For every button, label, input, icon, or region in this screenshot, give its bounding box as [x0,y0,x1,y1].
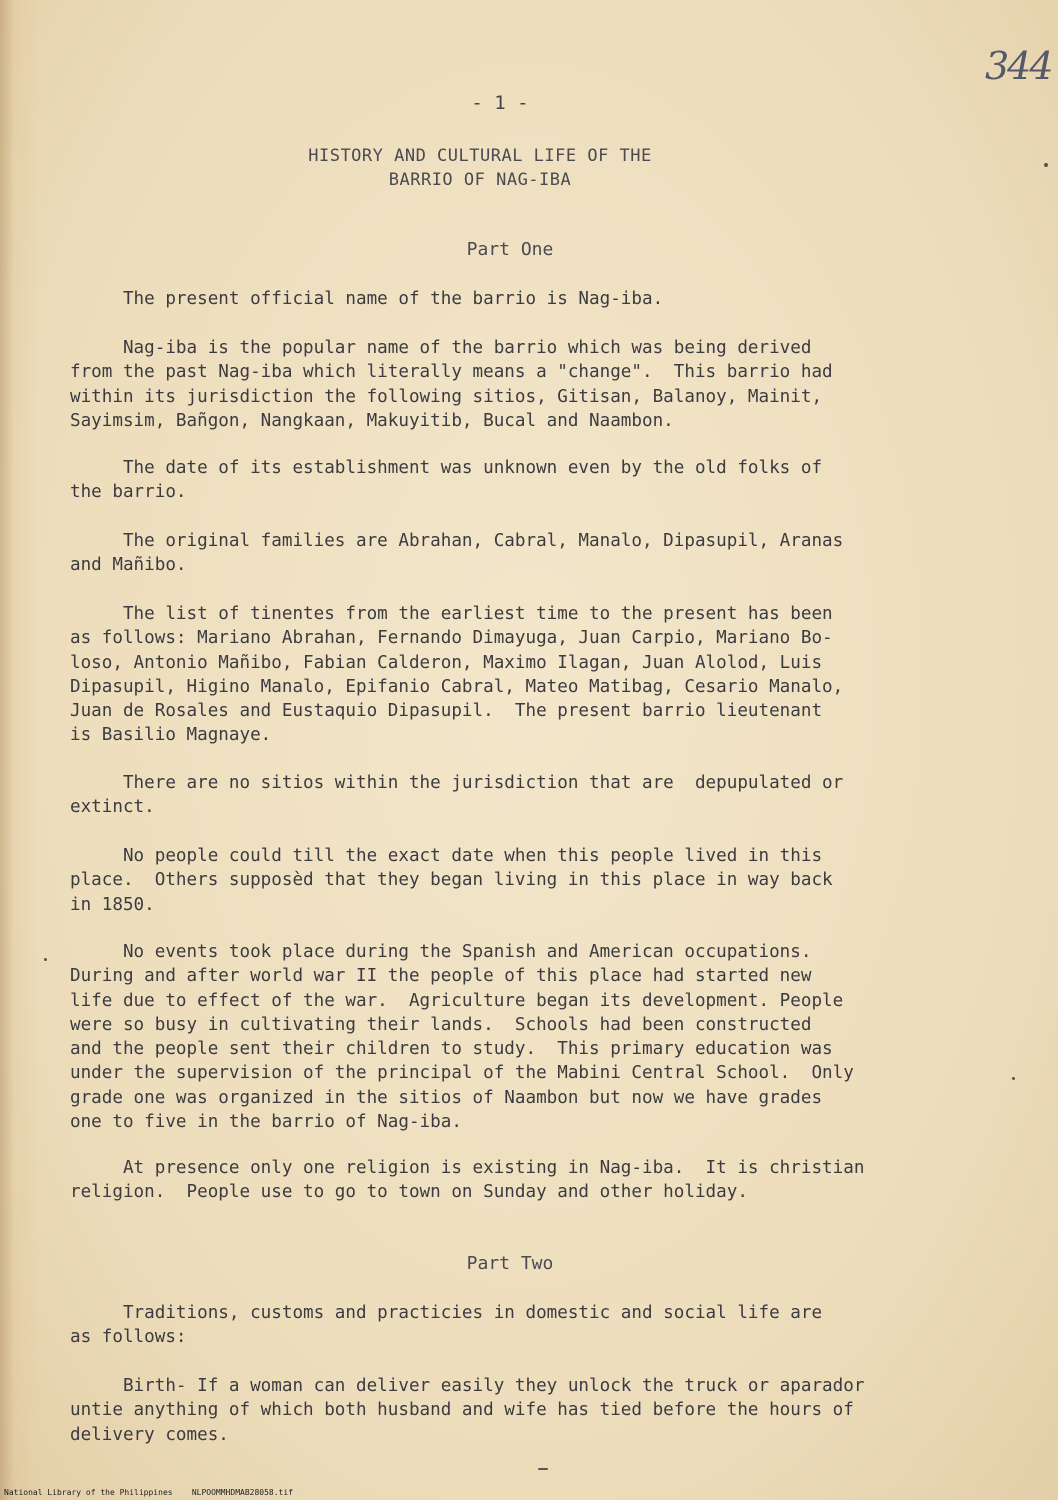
paper-speck [44,958,47,961]
paragraph-religion: At presence only one religion is existing in Nag-iba. It is christian religion. People use to go to town on Sunday and other holiday. [70,1158,865,1203]
paper-speck [1044,163,1048,167]
paragraph-tinentes: The list of tinentes from the earliest time to the present has been as follows: Mariano Abrahan, Fernando Dimayuga, Juan Carpio, Mariano Bo- loso, Antonio Mañibo, Fabian Calderon, Maximo Ilagan, Juan Alolod, Luis Dipasupil, Higino Manalo, Epifanio Cabral, Mateo Matibag, Cesario Manalo, Juan de Rosales and Eustaquio Dipasupil. The present barrio lieutenant is Basilio Magnaye. [70,604,844,746]
archive-footer: National Library of the Philippines NLPOOMMHDMAB28058.tif [4,1488,293,1497]
part-one-heading: Part One [466,239,554,260]
page-number: - 1 - [471,92,529,114]
title-line-1: HISTORY AND CULTURAL LIFE OF THE [308,146,652,166]
paragraph-settlement-date: No people could till the exact date when this people lived in this place. Others supposèd that they began living in this place in way back in 1850. [70,846,833,915]
paragraph-establishment-date: The date of its establishment was unknown even by the old folks of the barrio. [70,458,823,503]
part-two-heading: Part Two [466,1253,554,1274]
title-line-2: BARRIO OF NAG-IBA [388,170,572,190]
paper-speck [1012,1077,1015,1080]
document-title [200,144,760,192]
paragraph-traditions: Traditions, customs and practicies in domestic and social life are as follows: [70,1303,823,1348]
paragraph-official-name: The present official name of the barrio is Nag-iba. [70,289,664,309]
paper-mark [538,1468,548,1470]
paragraph-original-families: The original families are Abrahan, Cabral, Manalo, Dipasupil, Aranas and Mañibo. [70,531,844,576]
paragraph-birth: Birth- If a woman can deliver easily they unlock the truck or aparador untie anything of which both husband and wife has tied before the hours of delivery comes. [70,1376,865,1445]
handwritten-page-number: 344 [985,44,1052,88]
paragraph-popular-name: Nag-iba is the popular name of the barrio which was being derived from the past Nag-iba which literally means a "change". This barrio had within its jurisdiction the following sitios, Gitisan, Balanoy, Mainit, Sayimsim, Bañgon, Nangkaan, Makuyitib, Bucal and Naambon. [70,338,833,431]
paragraph-historical-events: No events took place during the Spanish and American occupations. During and after world war II the people of this place had started new life due to effect of the war. Agriculture began its development. People were so busy in cultivating their lands. Schools had been constructed and the people sent their children to study. This primary education was under the supervision of the principal of the Mabini Central School. Only grade one was organized in the sitios of Naambon but now we have grades one to five in the barrio of Nag-iba. [70,942,854,1133]
paragraph-sitios: There are no sitios within the jurisdiction that are depupulated or extinct. [70,773,844,818]
